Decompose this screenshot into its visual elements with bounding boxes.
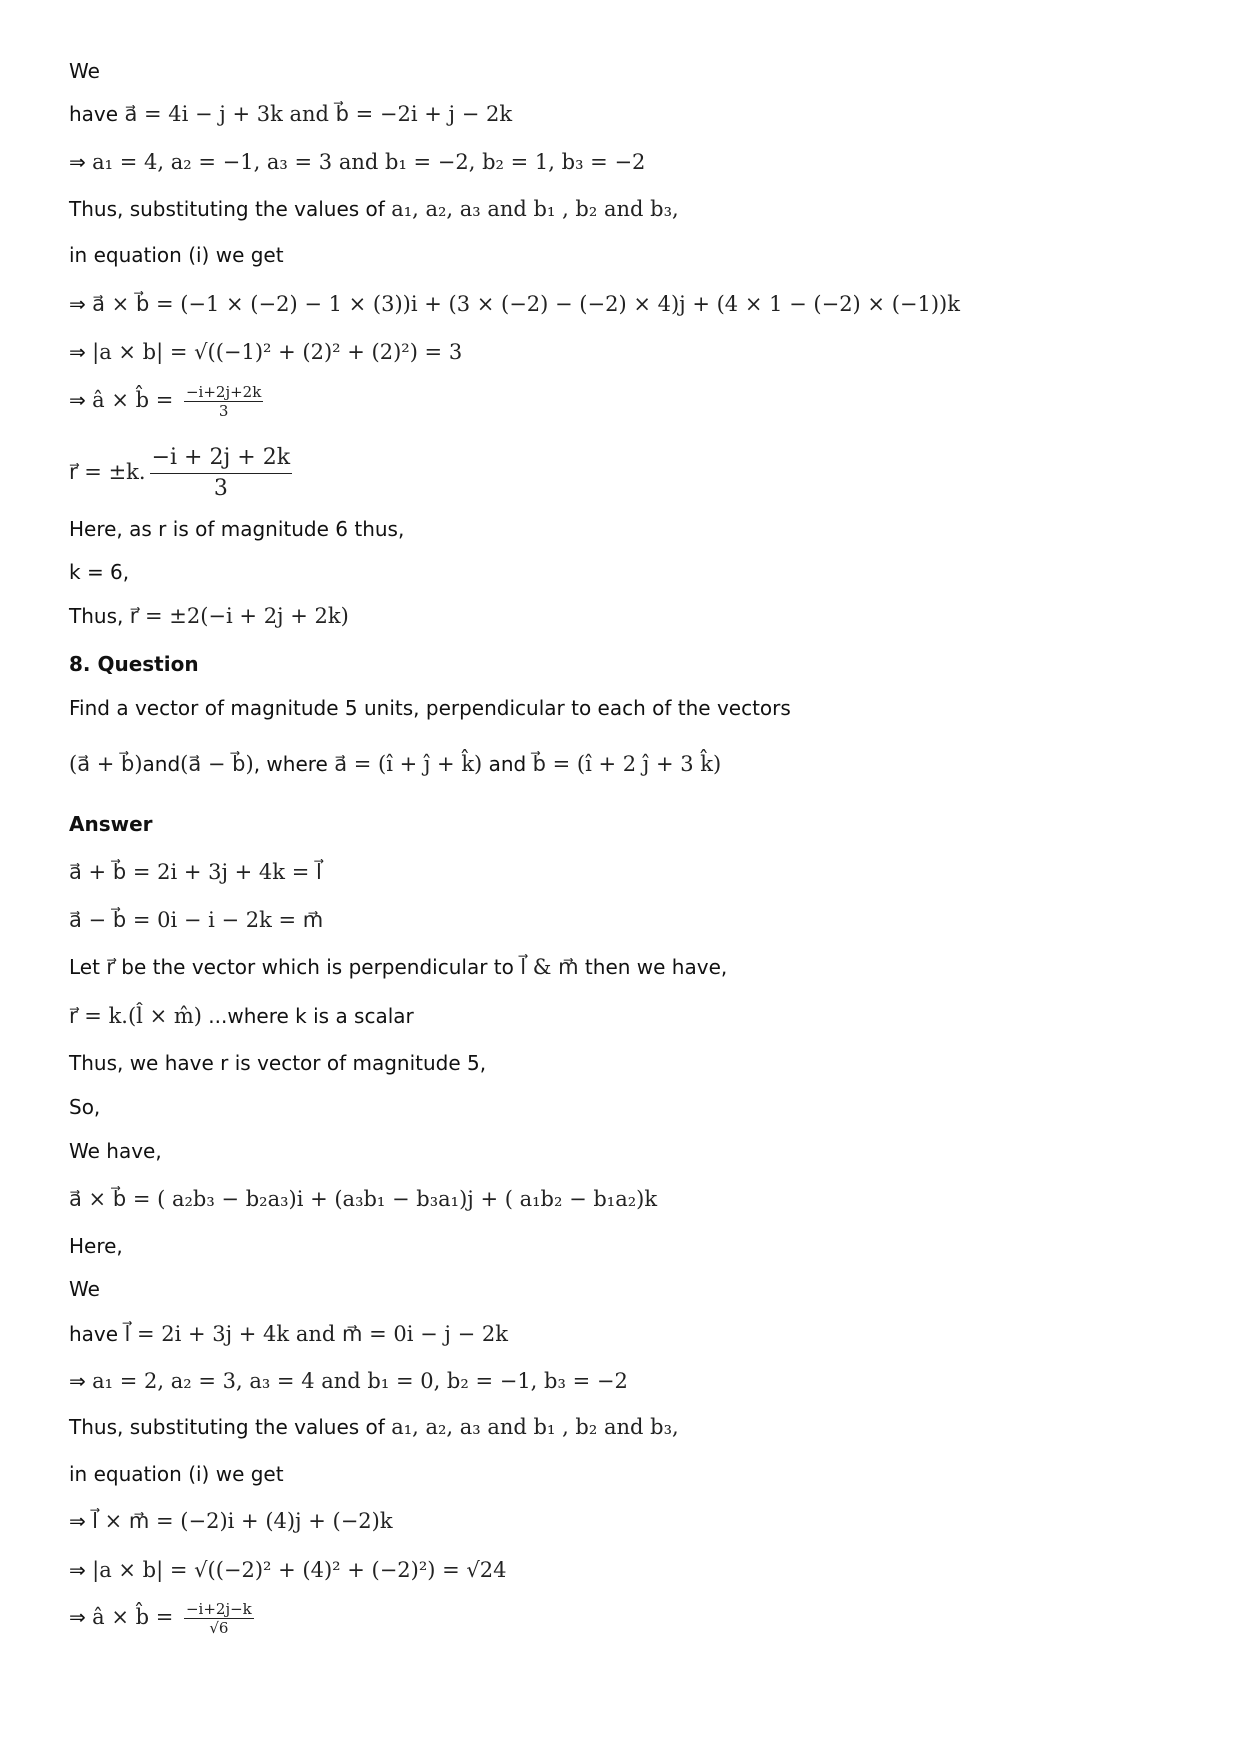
math-expression: â × b̂ = (92, 388, 180, 412)
text-line (69, 1185, 657, 1213)
fraction-numerator: −i + 2j + 2k (150, 443, 292, 474)
math-expression: a⃗ − b⃗ = 0i − i − 2k = m⃗ (69, 908, 324, 932)
text-line (69, 443, 292, 504)
math-expression: |a × b| = √((−2)² + (4)² + (−2)²) = √24 (92, 1558, 507, 1582)
math-expression: a⃗ = 4i − j + 3k and b⃗ = −2i + j − 2k (124, 102, 513, 126)
text-line: Thus, we have r is vector of magnitude 5, (69, 1051, 487, 1075)
text-line (69, 906, 323, 934)
fraction-denominator: 3 (218, 402, 229, 420)
math-expression: â × b̂ = (92, 1605, 180, 1629)
text-line: Thus, substituting the values of a₁, a₂, a₃ and b₁ , b₂ and b₃, (69, 1415, 679, 1439)
answer-heading: Answer (69, 812, 153, 836)
math-expression: a⃗ × b⃗ = ( a₂b₃ − b₂a₃)i + (a₃b₁ − b₃a₁)j + ( a₁b₂ − b₁a₂)k (69, 1187, 658, 1211)
text-line: have l⃗ = 2i + 3j + 4k and m⃗ = 0i − j − 2k (69, 1322, 508, 1346)
fraction (184, 383, 263, 420)
math-expression: l⃗ = 2i + 3j + 4k and m⃗ = 0i − j − 2k (124, 1322, 508, 1346)
fraction-numerator: −i+2j+2k (185, 383, 262, 401)
text-line: Here, as r is of magnitude 6 thus, (69, 517, 405, 541)
math-expression: a₁, a₂, a₃ and b₁ , b₂ and b₃, (391, 197, 679, 221)
math-expression: r⃗ = ±2(−i + 2j + 2k) (129, 604, 349, 628)
text-line: ⇒ â × b̂ = $\frac{-i+2j+2k}{3}$ (69, 383, 262, 420)
text-line: We (69, 1277, 100, 1301)
math-expression: l⃗ & m⃗ (520, 955, 579, 979)
text-line: have a⃗ = 4i − j + 3k and b⃗ = −2i + j − 2k (69, 102, 513, 126)
text-line: ⇒ a⃗ × b⃗ = (−1 × (−2) − 1 × (3))i + (3 × (−2) − (−2) × 4)j + (4 × 1 − (−2) × (−1))k (69, 292, 960, 316)
math-expression: a₁ = 2, a₂ = 3, a₃ = 4 and b₁ = 0, b₂ = −1, b₃ = −2 (92, 1369, 628, 1393)
math-expression: l⃗ × m⃗ = (−2)i + (4)j + (−2)k (92, 1509, 393, 1533)
text-line: Let r⃗ be the vector which is perpendicular to l⃗ & m⃗ then we have, (69, 955, 728, 979)
text-line: ⇒ |a × b| = √((−2)² + (4)² + (−2)²) = √24 (69, 1558, 507, 1582)
math-expression: a₁, a₂, a₃ and b₁ , b₂ and b₃, (391, 1415, 679, 1439)
fraction-denominator: 3 (213, 476, 228, 501)
text-line: r⃗ = k.(l̂ × m̂) ...where k is a scalar (69, 1004, 414, 1028)
math-expression: (a⃗ − b⃗) (180, 752, 254, 776)
fraction (184, 1600, 254, 1637)
text-line: in equation (i) we get (69, 1462, 284, 1486)
text-line: in equation (i) we get (69, 243, 284, 267)
math-expression: a⃗ + b⃗ = 2i + 3j + 4k = l⃗ (69, 860, 322, 884)
fraction-denominator: √6 (209, 1619, 229, 1637)
math-expression: a₁ = 4, a₂ = −1, a₃ = 3 and b₁ = −2, b₂ = 1, b₃ = −2 (92, 150, 646, 174)
text-line: ⇒ a₁ = 2, a₂ = 3, a₃ = 4 and b₁ = 0, b₂ = −1, b₃ = −2 (69, 1369, 628, 1393)
math-expression: r⃗ = ±k. (69, 460, 146, 484)
text-line (69, 858, 322, 886)
text-line: ⇒ â × b̂ = $\frac{-i+2j-k}{√6}$ (69, 1600, 252, 1637)
text-line: k = 6, (69, 560, 130, 584)
fraction-numerator: −i+2j−k (185, 1600, 252, 1618)
text-line: We (69, 59, 100, 83)
question-heading: 8. Question (69, 652, 199, 676)
text-line: Thus, substituting the values of a₁, a₂, a₃ and b₁ , b₂ and b₃, (69, 197, 679, 221)
math-expression: a⃗ = (î + ĵ + k̂) (334, 752, 483, 776)
text-line: Here, (69, 1234, 123, 1258)
text-line: ⇒ |a × b| = √((−1)² + (2)² + (2)²) = 3 (69, 340, 463, 364)
text-line: (a⃗ + b⃗)and(a⃗ − b⃗), where a⃗ = (î + ĵ + k̂) and b⃗ = (î + 2 ĵ + 3 k̂) (69, 752, 722, 776)
math-expression: r⃗ = k.(l̂ × m̂) (69, 1004, 202, 1028)
question-text: Find a vector of magnitude 5 units, perpendicular to each of the vectors (69, 696, 791, 720)
text-line: ⇒ a₁ = 4, a₂ = −1, a₃ = 3 and b₁ = −2, b₂ = 1, b₃ = −2 (69, 150, 646, 174)
math-expression: |a × b| = √((−1)² + (2)² + (2)²) = 3 (92, 340, 463, 364)
text-line: We have, (69, 1139, 162, 1163)
fraction (150, 443, 292, 504)
text-line: Thus, r⃗ = ±2(−i + 2j + 2k) (69, 604, 349, 628)
math-expression: (a⃗ + b⃗) (69, 752, 143, 776)
math-expression: b⃗ = (î + 2 ĵ + 3 k̂) (532, 752, 722, 776)
text-line: So, (69, 1095, 101, 1119)
math-expression: a⃗ × b⃗ = (−1 × (−2) − 1 × (3))i + (3 × (−2) − (−2) × 4)j + (4 × 1 − (−2) × (−1))k (92, 292, 960, 316)
text-line: ⇒ l⃗ × m⃗ = (−2)i + (4)j + (−2)k (69, 1509, 393, 1533)
math-expression: r⃗ (106, 955, 115, 979)
